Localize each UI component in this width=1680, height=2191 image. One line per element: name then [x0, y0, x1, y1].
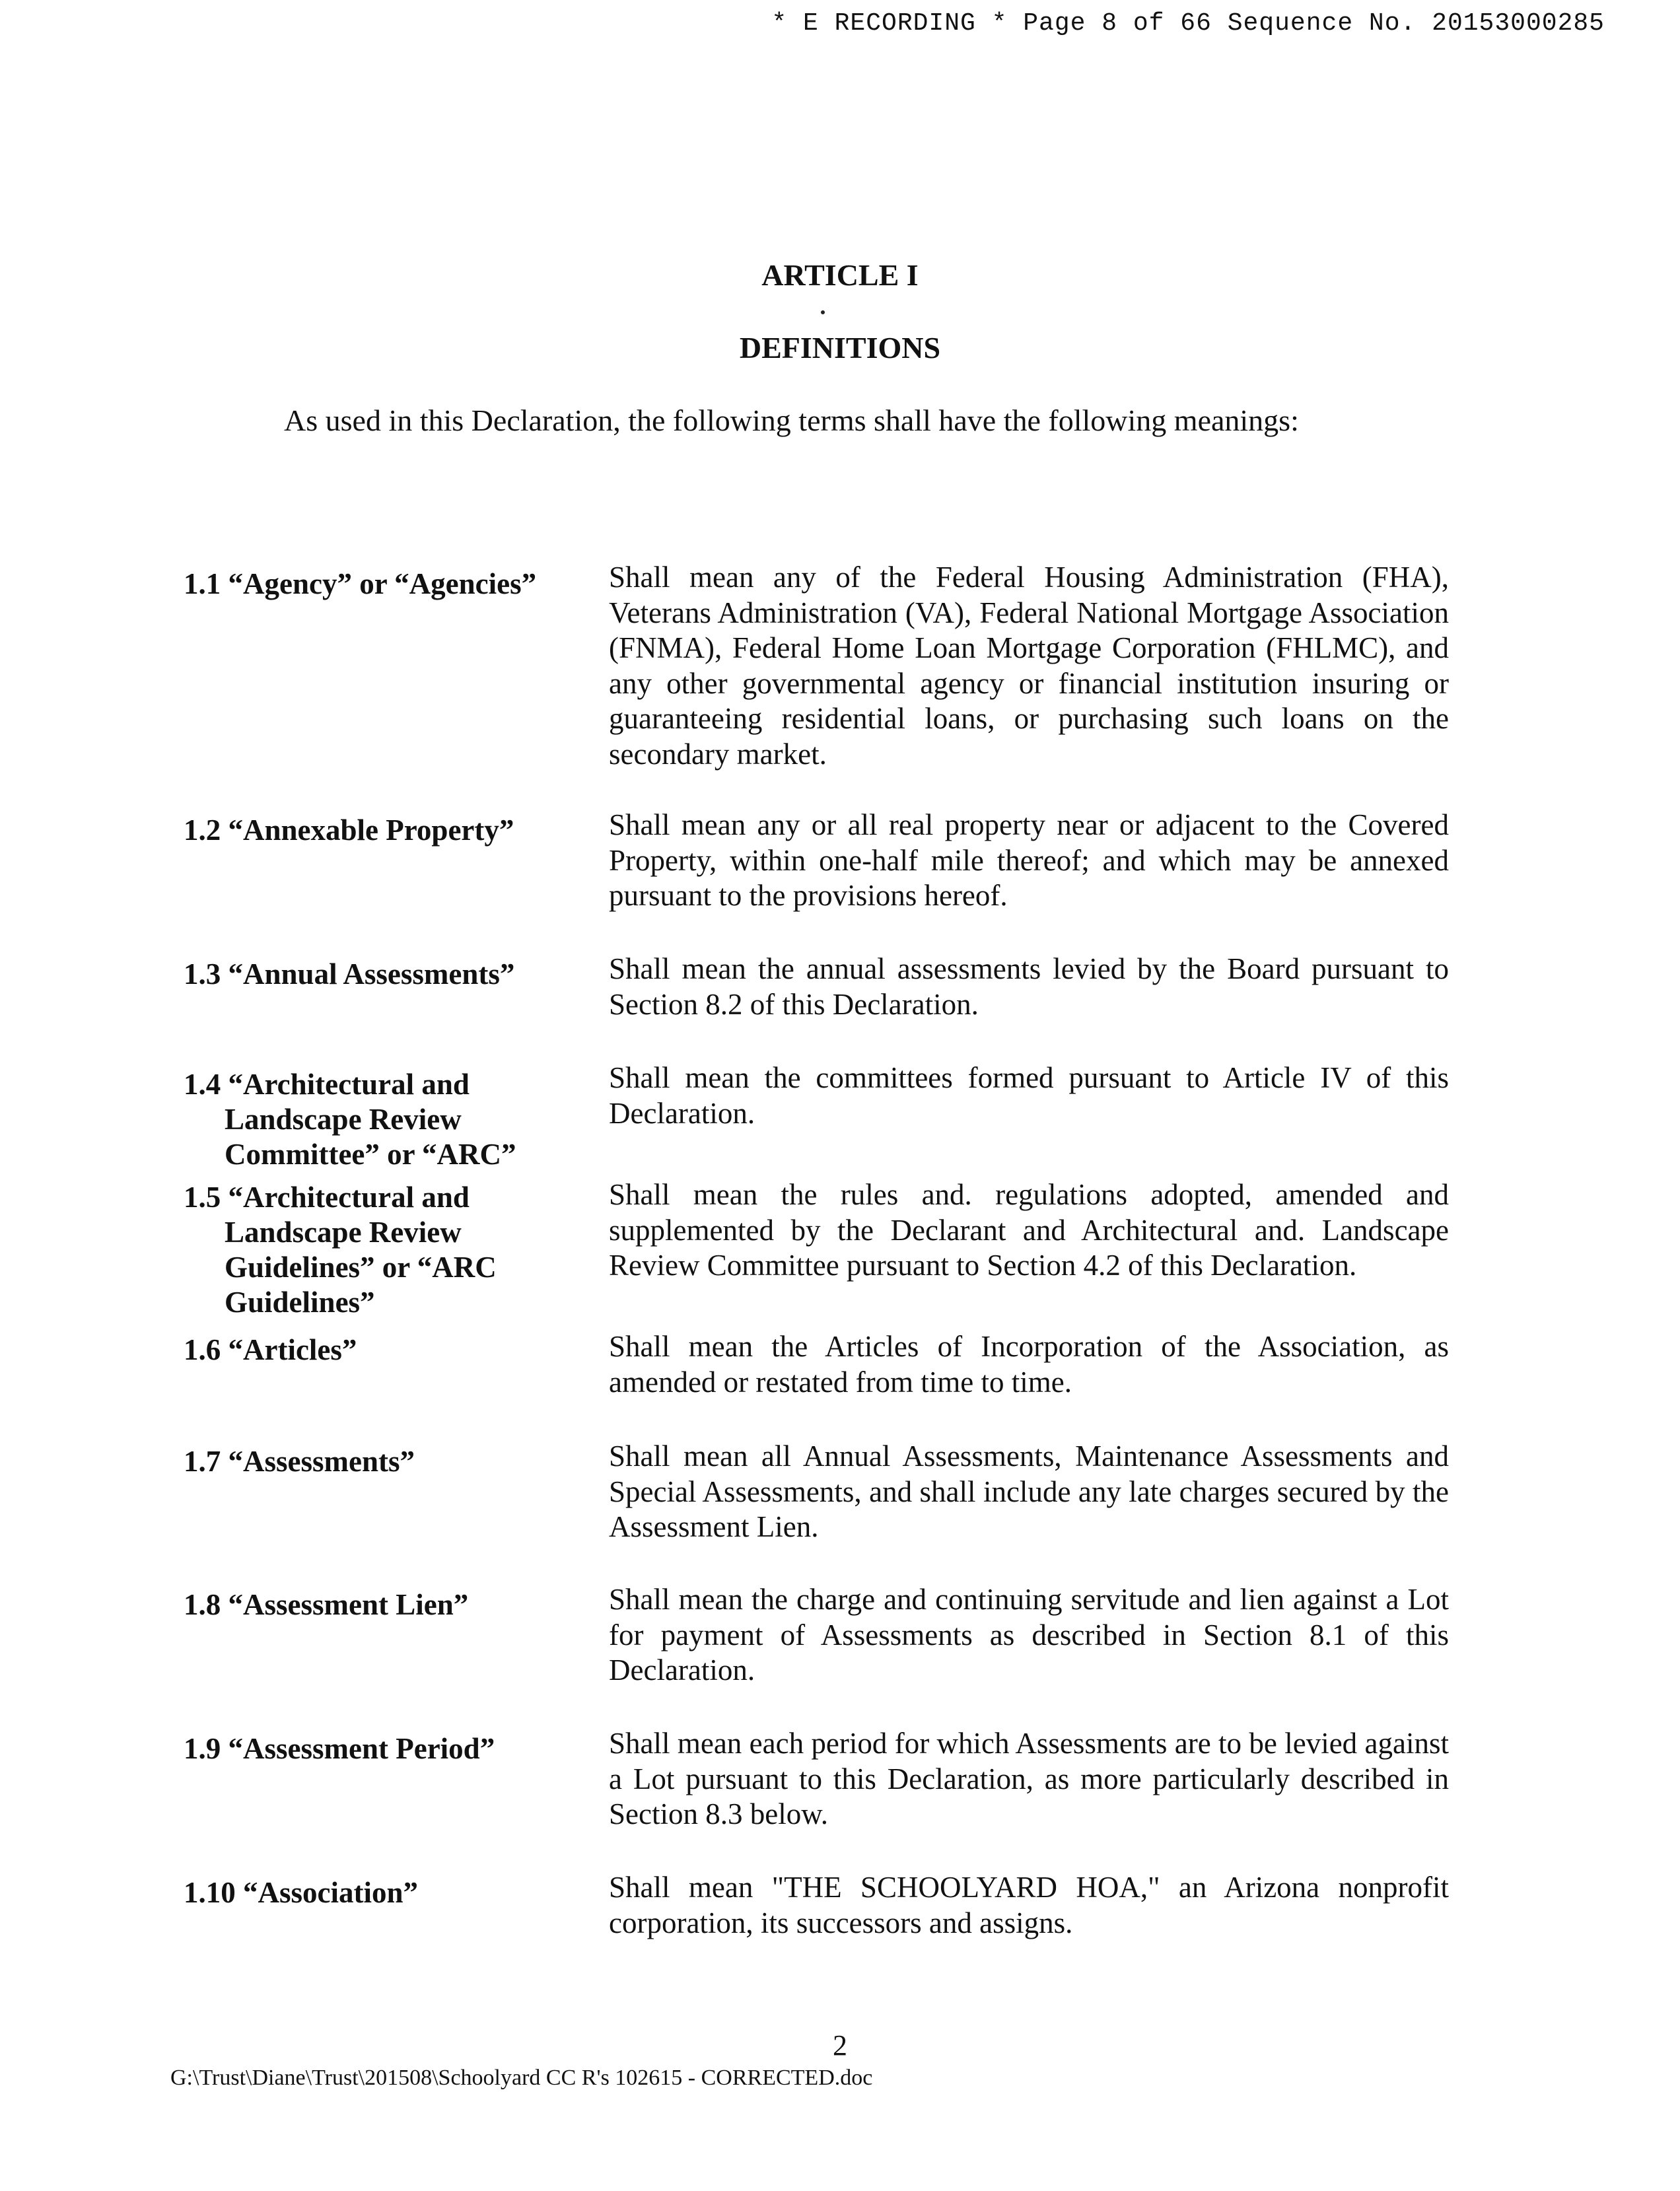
file-path-footer: G:\Trust\Diane\Trust\201508\Schoolyard CC R's 102615 - CORRECTED.doc [170, 2066, 873, 2090]
definition-meaning: Shall mean all Annual Assessments, Maintenance Assessments and Special Assessments, and shall include any late charges secured by the Assessment Lien. [609, 1440, 1449, 1543]
definition-meaning: Shall mean each period for which Assessments are to be levied against a Lot pursuant to this Declaration, as more particularly described in Section 8.3 below. [609, 1727, 1449, 1830]
definition-term: 1.4 “Architectural and Landscape Review Committee” or “ARC” [184, 1068, 516, 1171]
definition-term: 1.7 “Assessments” [184, 1445, 415, 1478]
definition-term: 1.10 “Association” [184, 1876, 419, 1909]
definition-term: 1.8 “Assessment Lien” [184, 1588, 469, 1621]
definition-term: 1.2 “Annexable Property” [184, 814, 514, 847]
article-subtitle: DEFINITIONS [739, 331, 941, 365]
definition-meaning: Shall mean the rules and. regulations adopted, amended and supplemented by the Declarant and Architectural and. Landscape Review Committee pursuant to Section 4.2 of this Declaration. [609, 1178, 1449, 1282]
definition-term: 1.3 “Annual Assessments” [184, 957, 515, 991]
intro-paragraph: As used in this Declaration, the following terms shall have the following meanings: [284, 403, 1299, 437]
definition-meaning: Shall mean the annual assessments levied by the Board pursuant to Section 8.2 of this Declaration. [609, 952, 1449, 1021]
definition-meaning: Shall mean the Articles of Incorporation of the Association, as amended or restated from time to time. [609, 1330, 1449, 1399]
definition-meaning: Shall mean any or all real property near or adjacent to the Covered Property, within one-half mile thereof; and which may be annexed pursuant to the provisions hereof. [609, 808, 1449, 912]
page-number: 2 [833, 2029, 847, 2062]
definition-meaning: Shall mean any of the Federal Housing Administration (FHA), Veterans Administration (VA), Federal National Mortgage Association (FNMA), Federal Home Loan Mortgage Corporation (FHLMC), and any other governmental agency or financial institution insuring or guaranteeing residential loans, or purchasing such loans on the secondary market. [609, 561, 1449, 771]
article-title: ARTICLE I [761, 258, 919, 292]
definition-term: 1.5 “Architectural and Landscape Review Guidelines” or “ARC Guidelines” [184, 1181, 497, 1319]
definition-term: 1.1 “Agency” or “Agencies” [184, 567, 537, 600]
definition-meaning: Shall mean "THE SCHOOLYARD HOA," an Arizona nonprofit corporation, its successors and assigns. [609, 1871, 1449, 1939]
stray-dot-mark [821, 310, 825, 314]
definition-meaning: Shall mean the committees formed pursuant to Article IV of this Declaration. [609, 1061, 1449, 1130]
recording-header: * E RECORDING * Page 8 of 66 Sequence No. 20153000285 [771, 9, 1605, 38]
definition-term: 1.6 “Articles” [184, 1333, 357, 1366]
definition-meaning: Shall mean the charge and continuing servitude and lien against a Lot for payment of Assessments as described in Section 8.1 of this Declaration. [609, 1583, 1449, 1687]
definition-term: 1.9 “Assessment Period” [184, 1732, 495, 1765]
